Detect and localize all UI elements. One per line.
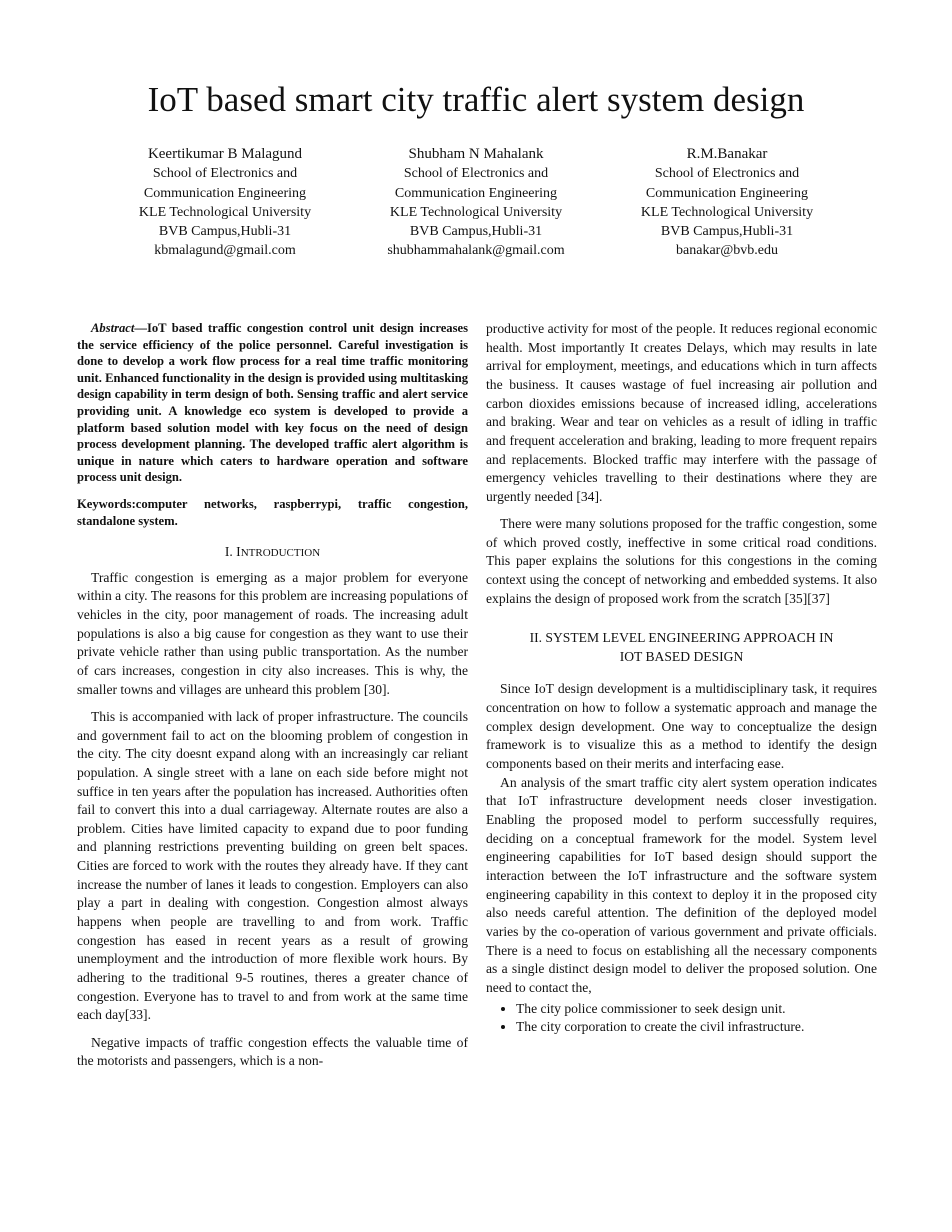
paper-title: IoT based smart city traffic alert system design [147,80,805,119]
paragraph: This is accompanied with lack of proper infrastructure. The councils and government fail to act on the blooming problem of congestion in the city. The city doesnt expand along with an increasingly car reliant population. A single street with a lane on each side before might not suffice in ten years after the population has increased. Authorities often fail to convert this into a dual carriageway. Alternate routes are also a problem. Cities have limited capacity to expand due to poor funding and planning restrictions preventing building on green belt spaces. Cities are forced to work with the routes they already have. If they cant increase the number of lanes it leads to congestion. Employers can also play a part in dealing with congestion. Congestion almost always happens when people are travelling to and from work. Traffic congestion has eased in recent years as a result of growing unemployment and the introduction of more flexible work hours. By adhering to the traditional 9-5 routines, theres a greater chance of congestion. Everyone has to travel to and from work at the same time each day[33]. [77,708,468,1023]
bullet-item: • The city corporation to create the civil infrastructure. [516,1018,877,1037]
author-email: banakar@bvb.edu [676,243,778,259]
paragraph-continued: productive activity for most of the people. It reduces regional economic health. Most importantly It creates Delays, which may results in late arrival for employment, meetings, and educations which in turn affects the business. It causes wastage of fuel increasing air pollution and carbon dioxides emissions because of increased idling, accelerations and braking. Wear and tear on vehicles as a result of idling in traffic and frequent acceleration and braking, leading to more frequent repairs and replacements. Blocked traffic may interfere with the passage of emergency vehicles travelling to their destinations where they are urgently needed [34]. [486,321,877,504]
author-dept: School of Electronics and [152,166,298,182]
bullet-item: • The city police commissioner to seek design unit. [516,1000,877,1019]
author-univ: KLE Technological University [138,204,312,220]
bullet-list [486,1000,877,1037]
author-dept: Communication Engineering [143,185,307,201]
author-campus: BVB Campus,Hubli-31 [660,224,794,240]
section-title-rest: NTRODUCTION [240,547,321,560]
right-column [486,320,877,1037]
paragraph: There were many solutions proposed for the traffic congestion, some of which proved costly, ineffective in some critical road conditions. This paper explains the solutions for this congestions in the coming context using the concept of networking and embedded systems. It also explains the design of proposed work from the scratch [35][37] [486,516,877,606]
paragraph: Negative impacts of traffic congestion effects the valuable time of the motorists and passengers, which is a non- [77,1034,468,1069]
author-email: shubhammahalank@gmail.com [387,243,565,259]
section-heading-system-level [486,628,877,666]
author-name: Keertikumar B Malagund [147,146,303,162]
author-campus: BVB Campus,Hubli-31 [158,224,292,240]
left-column [77,320,468,1079]
author-name: Shubham N Mahalank [408,146,544,162]
author-univ: KLE Technological University [389,204,563,220]
author-email: kbmalagund@gmail.com [154,243,296,259]
section-heading-introduction [77,543,468,563]
author-dept: School of Electronics and [654,166,800,182]
author-1 [100,145,350,261]
author-campus: BVB Campus,Hubli-31 [409,224,543,240]
author-block [100,145,852,261]
author-dept: Communication Engineering [645,185,809,201]
author-3 [602,145,852,261]
section-title-line: IOT BASED DESIGN [619,649,744,665]
section-title-line: II. SYSTEM LEVEL ENGINEERING APPROACH IN [529,630,834,646]
abstract-label: Abstract [91,321,135,335]
section-title-initial: I [236,544,241,560]
author-2 [351,145,601,261]
abstract [77,320,468,486]
author-univ: KLE Technological University [640,204,814,220]
paragraph: Since IoT design development is a multidisciplinary task, it requires concentration on how to follow a systematic approach and manage the complex design development. One way to conceptualize the design framework is to visualize this as a method to identify the design components based on their merits and interfacing ease. [486,681,877,771]
section-number: I. [224,544,237,560]
author-name: R.M.Banakar [686,146,768,162]
author-dept: School of Electronics and [403,166,549,182]
author-dept: Communication Engineering [394,185,558,201]
abstract-text: —IoT based traffic congestion control unit design increases the service efficiency of the police personnel. Careful investigation is done to develop a work flow process for a real time traffic monitoring unit. Enhanced functionality in the design is provided using multitasking design capability in term design of both. Sensing traffic and alert service providing unit. A knowledge eco system is developed to provide a platform based solution model with key focus on the need of design process development planning. The developed traffic alert algorithm is unique in nature which caters to hardware operation and software process unit design. [77,321,468,485]
paragraph: Traffic congestion is emerging as a major problem for everyone within a city. The reasons for this problem are increasing populations of vehicles in the city, poor management of roads. The increasing adult populations is also a big cause for congestion as they want to use their private vehicle rather than using public transportation. As the number of cars increases, congestion in city also increases. This is why, the smaller towns and villages are unheard this problem [30]. [77,569,468,697]
paragraph: An analysis of the smart traffic city alert system operation indicates that IoT infrastructure development needs closer investigation. Enabling the proposed model to perform successfully requires, deciding on a conceptual framework for the model. System level engineering capabilities for IoT based design should support the interaction between the IoT infrastructure and the software system engineering capability in this context to deploy it in the proposed city also needs careful attention. The definition of the deployed model varies by the co-operation of various government and private officials. There is a need to focus on establishing all the necessary components as a single distinct design model to deliver the proposed solution. One need to contact the, [486,774,877,995]
keywords: Keywords:computer networks, raspberrypi, traffic congestion, standalone system. [77,496,468,528]
